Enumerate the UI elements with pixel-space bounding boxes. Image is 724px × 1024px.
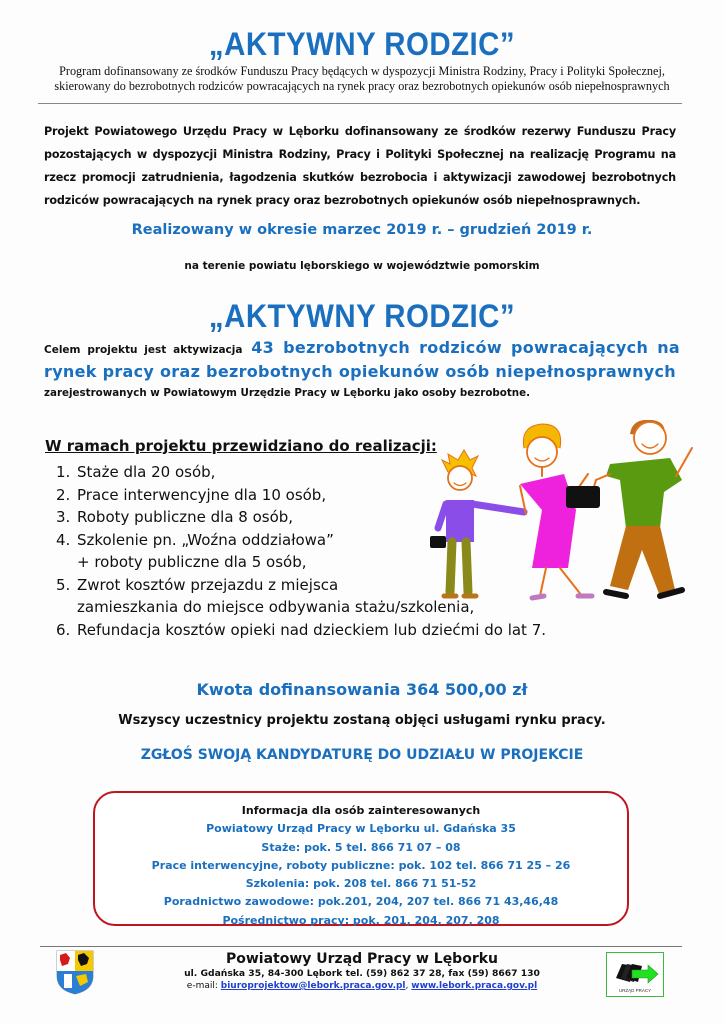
child-figure	[430, 450, 524, 596]
email-link[interactable]: biuroprojektow@lebork.praca.gov.pl	[220, 981, 406, 991]
funding-amount: Kwota dofinansowania 364 500,00 zł	[196, 680, 528, 699]
info-line-internships: Staże: pok. 5 tel. 866 71 07 – 08	[261, 840, 461, 854]
footer-divider	[40, 946, 682, 947]
goal-prefix: Celem projektu jest aktywizacja	[44, 344, 243, 356]
activities-heading: W ramach projektu przewidziano do realizacji:	[45, 437, 437, 455]
logo-label: URZĄD PRACY	[618, 988, 652, 993]
list-item-continuation: + roboty publiczne dla 5 osób,	[77, 553, 307, 571]
participants-note: Wszyscy uczestnicy projektu zostaną objęci usługami rynku pracy.	[118, 713, 606, 728]
family-illustration	[420, 420, 710, 620]
info-line-trainings: Szkolenia: pok. 208 tel. 866 71 51-52	[245, 877, 477, 891]
list-item: 1. Staże dla 20 osób,	[56, 463, 216, 481]
list-item: 3. Roboty publiczne dla 8 osób,	[56, 508, 294, 526]
footer-office-name: Powiatowy Urząd Pracy w Lęborku	[225, 951, 499, 967]
info-box-title: Informacja dla osób zainteresowanych	[241, 804, 481, 817]
list-item-continuation: zamieszkania do miejsce odbywania stażu/szkolenia,	[77, 598, 475, 616]
list-item: 5. Zwrot kosztów przejazdu z miejsca	[56, 575, 339, 594]
website-link[interactable]: www.lebork.praca.gov.pl	[411, 981, 538, 991]
call-to-action: ZGŁOŚ SWOJĄ KANDYDATURĘ DO UDZIAŁU W PROJEKCIE	[140, 747, 584, 763]
list-item: 6. Refundacja kosztów opieki nad dzieckiem lub dziećmi do lat 7.	[56, 620, 547, 639]
list-item: 4. Szkolenie pn. „Woźna oddziałowa”	[56, 530, 334, 549]
link-separator: ,	[405, 981, 412, 991]
mother-figure	[520, 424, 592, 598]
info-line-job-placement: Pośrednictwo pracy: pok. 201, 204, 207, 208	[222, 913, 500, 927]
subtitle-line-1: Program dofinansowany ze środków Funduszu Pracy będących w dyspozycji Ministra Rodziny, Pracy i Polityki Społecznej,	[59, 64, 665, 78]
header-divider	[38, 103, 682, 104]
list-item: 2. Prace interwencyjne dla 10 osób,	[56, 485, 327, 504]
subtitle-line-2: skierowany do bezrobotnych rodziców powracających na rynek pracy oraz bezrobotnych opiekunów osób niepełnosprawnych	[54, 79, 670, 93]
main-title: „AKTYWNY RODZIC”	[208, 26, 516, 62]
email-label: e-mail:	[186, 981, 218, 991]
contact-info-box	[93, 791, 629, 926]
project-period: Realizowany w okresie marzec 2019 r. – grudzień 2019 r.	[131, 222, 593, 238]
labour-office-logo	[606, 952, 664, 997]
info-line-career-counseling: Poradnictwo zawodowe: pok.201, 204, 207 tel. 866 71 43,46,48	[163, 895, 559, 909]
arrow-logo-icon	[608, 956, 663, 988]
goal-highlight: 43 bezrobotnych rodziców powracających na rynek pracy oraz bezrobotnych opiekunów osób niepełnosprawnych	[44, 338, 680, 381]
goal-suffix: zarejestrowanych w Powiatowym Urzędzie Pracy w Lęborku jako osoby bezrobotne.	[44, 387, 531, 399]
footer-address: ul. Gdańska 35, 84-300 Lębork tel. (59) 862 37 28, fax (59) 8667 130	[184, 968, 540, 979]
info-line-address: Powiatowy Urząd Pracy w Lęborku ul. Gdańska 35	[206, 822, 516, 836]
father-figure	[566, 420, 692, 596]
project-region: na terenie powiatu lęborskiego w województwie pomorskim	[184, 260, 540, 272]
secondary-title: „AKTYWNY RODZIC”	[208, 298, 516, 334]
project-goal	[44, 337, 680, 383]
intro-paragraph: Projekt Powiatowego Urzędu Pracy w Lęborku dofinansowany ze środków rezerwy Funduszu Pracy pozostających w dyspozycji Ministra Rodziny, Pracy i Polityki Społecznej na realizację Programu na rzecz promocji zatrudnienia, łagodzenia skutków bezrobocia i aktywizacji zawodowej bezrobotnych rodziców powracających na rynek pracy oraz bezrobotnych opiekunów osób niepełnosprawnych.	[44, 125, 676, 207]
info-line-interventional-works: Prace interwencyjne, roboty publiczne: pok. 102 tel. 866 71 25 – 26	[151, 858, 571, 872]
program-subtitle	[0, 64, 724, 94]
